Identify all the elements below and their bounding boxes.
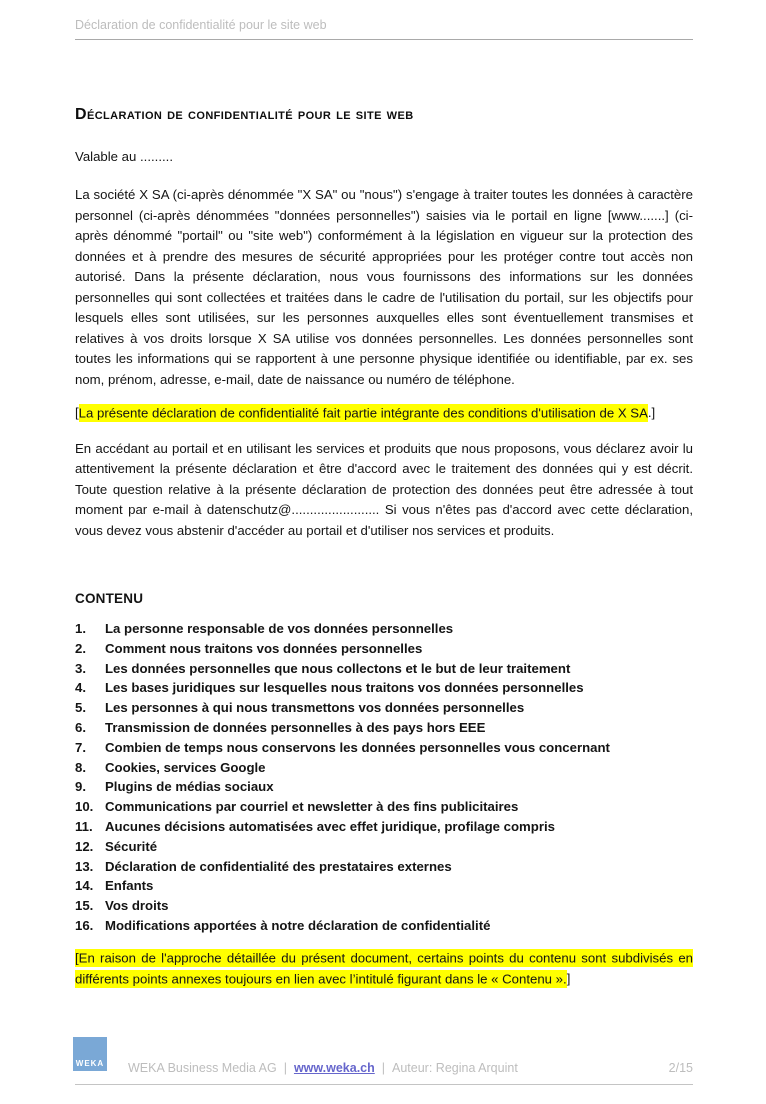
page-title: Déclaration de confidentialité pour le site web — [75, 106, 414, 123]
toc-item — [75, 758, 693, 778]
toc-item-number: 16. — [75, 917, 94, 933]
toc-item — [75, 659, 693, 679]
running-header-title: Déclaration de confidentialité pour le site web — [75, 18, 327, 32]
note1-suffix: .] — [647, 405, 656, 420]
toc-item-label: Modifications apportées à notre déclaration de confidentialité — [105, 917, 491, 933]
page-footer — [75, 1061, 693, 1085]
weka-logo-text: WEKA — [75, 1059, 105, 1068]
highlight-2: [En raison de l'approche détaillée du présent document, certains points du contenu sont subdivisés en différents points annexes toujours en lien avec l’intitulé figurant dans le « Contenu ». — [75, 950, 693, 987]
footer-info — [128, 1061, 518, 1075]
validity-line: Valable au ......... — [75, 149, 173, 164]
toc-item — [75, 817, 693, 837]
toc-item-label: Les données personnelles que nous collectons et le but de leur traitement — [105, 660, 571, 676]
toc-item — [75, 639, 693, 659]
toc-item-number: 2. — [75, 640, 86, 656]
footer-author: Auteur: Regina Arquint — [392, 1061, 518, 1075]
toc-item-number: 4. — [75, 680, 86, 696]
toc-item-label: Plugins de médias sociaux — [105, 779, 274, 795]
toc-item — [75, 876, 693, 896]
highlighted-note-integration — [75, 403, 693, 424]
toc-item-label: Enfants — [105, 878, 154, 894]
toc-item-number: 6. — [75, 719, 86, 735]
toc-item-number: 14. — [75, 878, 94, 894]
toc-item-label: Les personnes à qui nous transmettons vos données personnelles — [105, 700, 525, 716]
toc-item-number: 7. — [75, 739, 86, 755]
toc-item-label: Aucunes décisions automatisées avec effet juridique, profilage compris — [105, 818, 555, 834]
running-header — [75, 18, 693, 40]
toc-item-number: 8. — [75, 759, 86, 775]
note1-prefix: [ — [75, 405, 79, 420]
toc-item-label: Comment nous traitons vos données personnelles — [105, 640, 423, 656]
table-of-contents — [75, 619, 693, 936]
toc-item-number: 5. — [75, 700, 86, 716]
toc-item-label: Déclaration de confidentialité des prestataires externes — [105, 858, 452, 874]
toc-item — [75, 916, 693, 936]
toc-item — [75, 738, 693, 758]
footer-separator: | — [283, 1061, 287, 1075]
toc-item-label: Sécurité — [105, 838, 158, 854]
toc-item — [75, 698, 693, 718]
toc-item-number: 12. — [75, 838, 94, 854]
toc-item-number: 9. — [75, 779, 86, 795]
toc-item-label: La personne responsable de vos données personnelles — [105, 621, 454, 636]
footer-separator: | — [381, 1061, 386, 1075]
toc-item — [75, 797, 693, 817]
toc-item-number: 10. — [75, 799, 94, 815]
toc-item — [75, 619, 693, 639]
highlight-1: La présente déclaration de confidentialité fait partie intégrante des conditions d'utilisation de X SA — [78, 405, 648, 420]
toc-item-label: Transmission de données personnelles à des pays hors EEE — [105, 719, 486, 735]
toc-item — [75, 857, 693, 877]
highlighted-note-structure — [75, 949, 693, 990]
footer-company: WEKA Business Media AG — [128, 1061, 277, 1075]
toc-item-label: Communications par courriel et newsletter à des fins publicitaires — [105, 799, 519, 815]
document-body — [75, 106, 693, 1005]
toc-item-number: 3. — [75, 660, 86, 676]
toc-item-number: 1. — [75, 621, 86, 636]
page-number: 2/15 — [668, 1061, 693, 1075]
toc-item — [75, 718, 693, 738]
weka-website-link[interactable]: www.weka.ch — [293, 1061, 375, 1075]
toc-item — [75, 896, 693, 916]
toc-item-label: Cookies, services Google — [105, 759, 266, 775]
toc-item-label: Combien de temps nous conservons les données personnelles vous concernant — [105, 739, 610, 755]
toc-item — [75, 777, 693, 797]
contents-heading: CONTENU — [75, 591, 144, 606]
agreement-paragraph: En accédant au portail et en utilisant les services et produits que nous proposons, vous déclarez avoir lu attentivement la présente déclaration et être d'accord avec le traitement des données qui y est décrit. Toute question relative à la présente déclaration de protection des données peut être adressée à tout moment par e-mail à datenschutz@........................ Si vous n'êtes pas d'accord avec cette déclaration, vous devez vous abstenir d'accéder au portail et d'utiliser nos services et produits. — [75, 440, 693, 538]
toc-item-label: Vos droits — [105, 898, 169, 914]
intro-paragraph: La société X SA (ci-après dénommée "X SA" ou "nous") s'engage à traiter toutes les données à caractère personnel (ci-après dénommées "données personnelles") saisies via le portail en ligne [www.......] (ci-après dénommé "portail" ou "site web") conformément à la législation en vigueur sur la protection des données et à prendre des mesures de sécurité appropriées pour les protéger contre tout accès non autorisé. Dans la présente déclaration, nous vous fournissons des informations sur les données personnelles qui sont collectées et traitées dans le cadre de l'utilisation du portail, sur les objectifs pour lesquels elles sont utilisées, sur les personnes auxquelles elles sont éventuellement transmises et relatives à vos droits lorsque X SA utilise vos données personnelles. Les données personnelles sont toutes les informations qui se rapportent à une personne physique identifiée ou identifiable, par ex. ses nom, prénom, adresse, e-mail, date de naissance ou numéro de téléphone. — [75, 187, 693, 387]
note2-suffix: ] — [566, 971, 571, 987]
toc-item — [75, 837, 693, 857]
toc-item-number: 11. — [75, 818, 93, 834]
toc-item-number: 15. — [75, 898, 94, 914]
toc-item — [75, 678, 693, 698]
toc-item-number: 13. — [75, 858, 94, 874]
toc-item-label: Les bases juridiques sur lesquelles nous traitons vos données personnelles — [105, 680, 584, 696]
